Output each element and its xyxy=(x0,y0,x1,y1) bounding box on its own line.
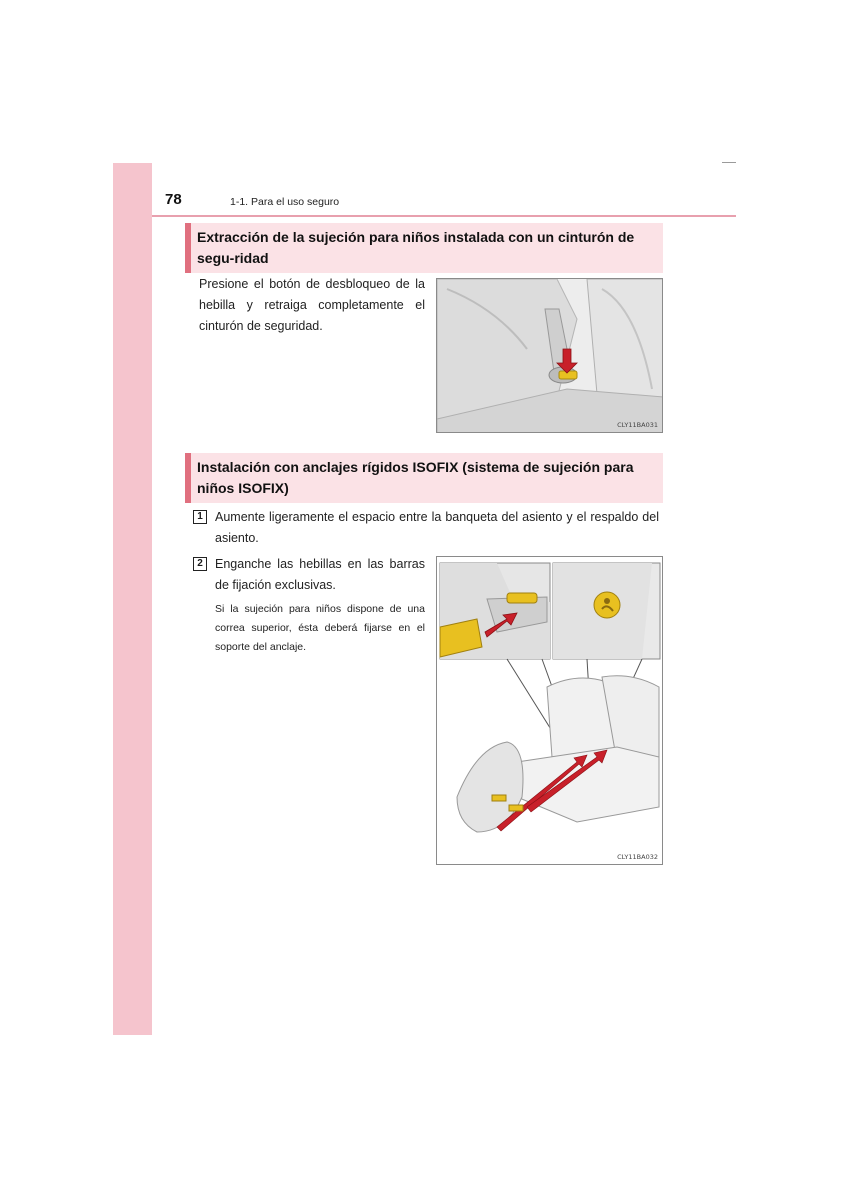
isofix-anchor-figure xyxy=(436,556,663,865)
figure-code: CLY11BA031 xyxy=(617,421,658,429)
seatbelt-buckle-illustration xyxy=(437,279,663,433)
seatbelt-buckle-figure xyxy=(436,278,663,433)
side-tab-band xyxy=(113,163,152,1035)
corner-mark xyxy=(722,162,736,163)
header-rule xyxy=(152,215,736,217)
step-1-text: Aumente ligeramente el espacio entre la banqueta del asiento y el respaldo del asiento. xyxy=(215,510,659,545)
page-number: 78 xyxy=(165,191,182,208)
isofix-illustration xyxy=(437,557,663,865)
top-strap-note: Si la sujeción para niños dispone de una correa superior, ésta deberá fijarse en el soporte del anclaje. xyxy=(215,603,425,653)
figure-code: CLY11BA032 xyxy=(617,853,658,861)
step-number-2: 2 xyxy=(193,557,207,571)
section-heading-removal: Extracción de la sujeción para niños instalada con un cinturón de segu-ridad xyxy=(185,223,663,273)
chapter-title: 1-1. Para el uso seguro xyxy=(230,196,340,208)
section-heading-isofix: Instalación con anclajes rígidos ISOFIX (sistema de sujeción para niños ISOFIX) xyxy=(185,453,663,503)
removal-instructions: Presione el botón de desbloqueo de la hebilla y retraiga completamente el cinturón de seguridad. xyxy=(199,277,425,333)
step-2-text: Enganche las hebillas en las barras de fijación exclusivas. xyxy=(215,557,425,592)
step-number-1: 1 xyxy=(193,510,207,524)
